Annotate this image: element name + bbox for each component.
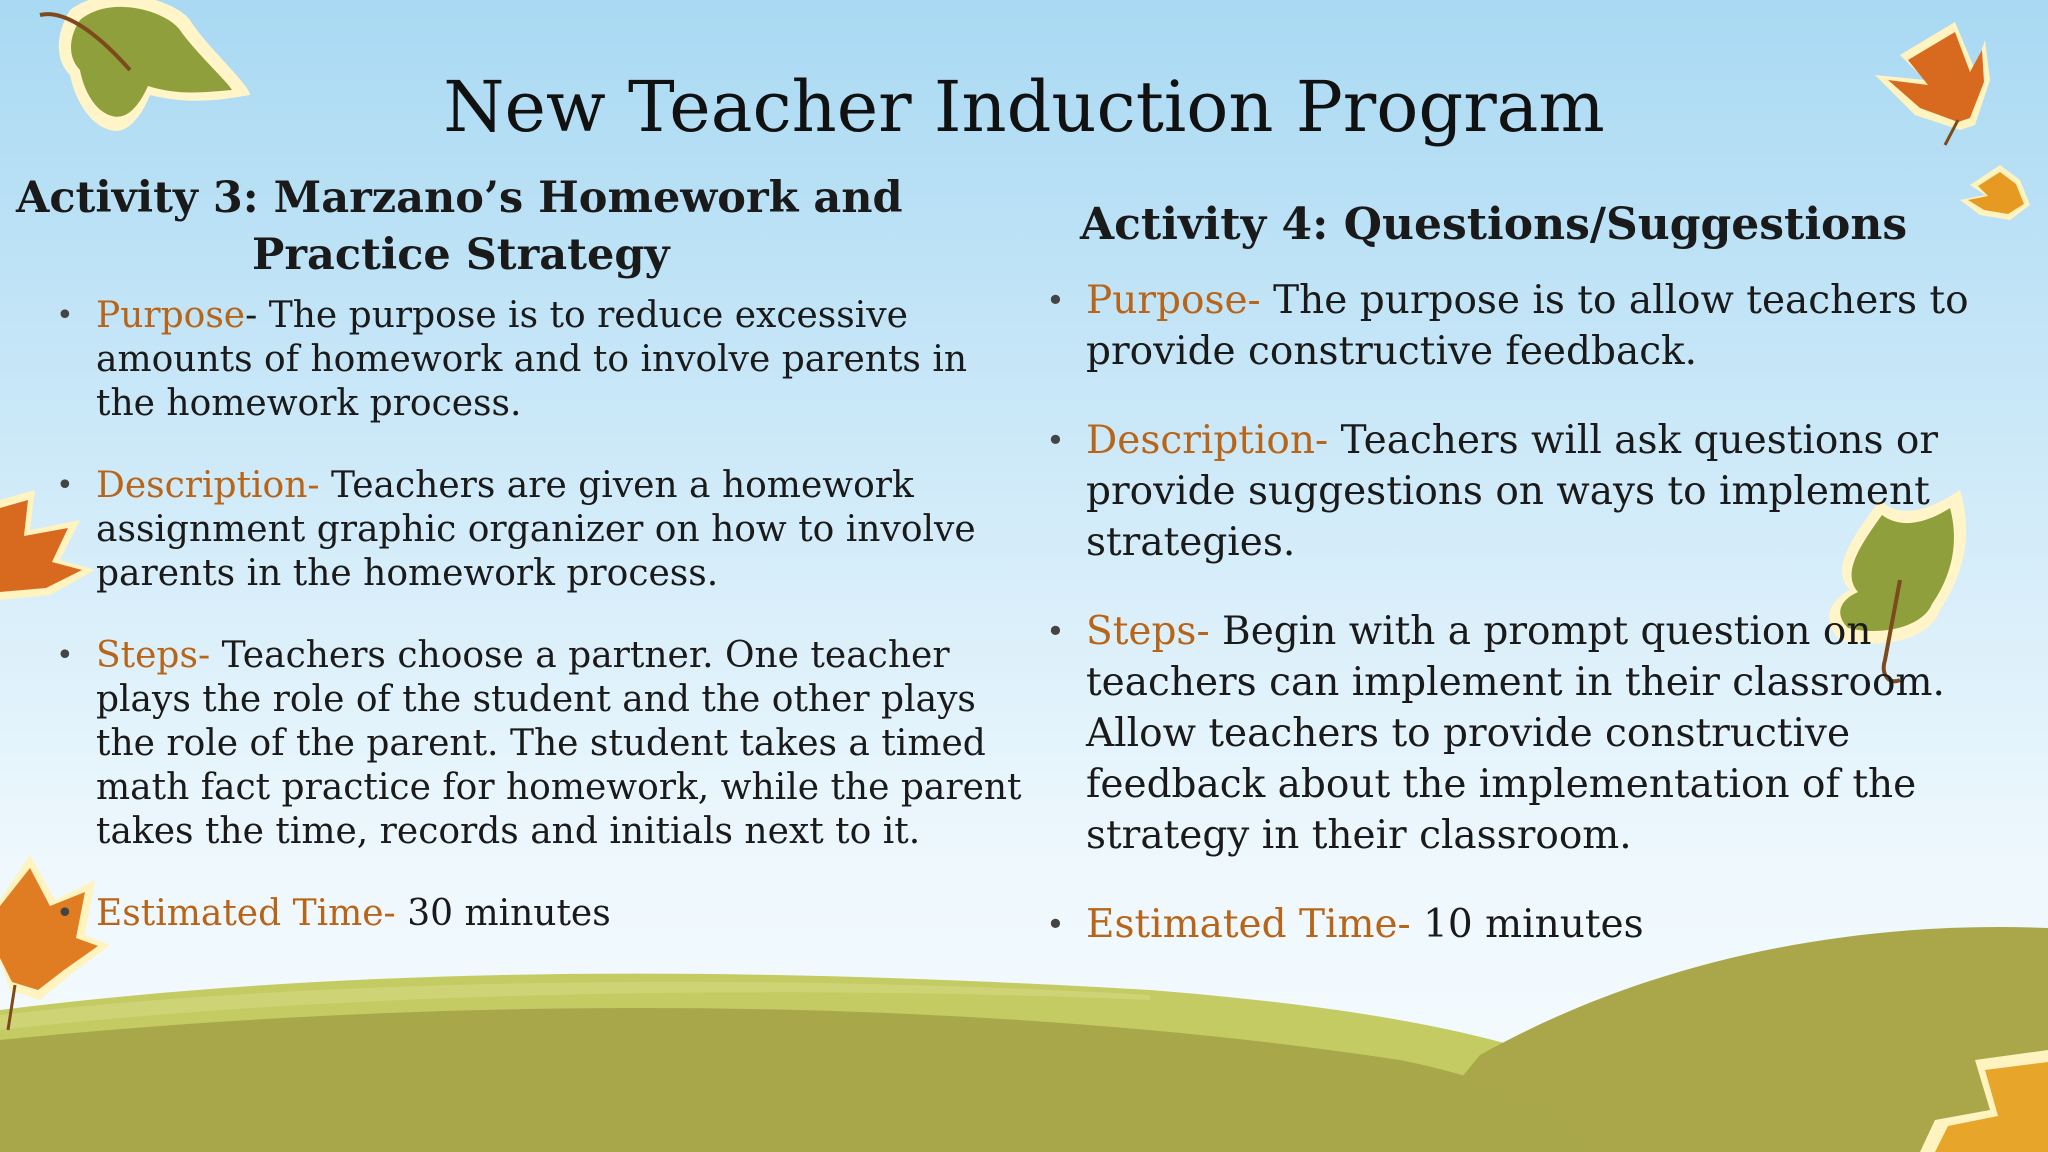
list-item-steps xyxy=(16,634,1026,854)
list-item-purpose: • Purpose- The purpose is to reduce excessive amounts of homework and to involve parents in the homework process. xyxy=(16,294,1026,426)
item-text: 30 minutes xyxy=(407,893,611,934)
list-item-steps xyxy=(1080,606,2010,861)
item-label: Estimated Time- xyxy=(1086,902,1411,947)
item-label: Purpose xyxy=(96,295,246,336)
item-text: 10 minutes xyxy=(1423,902,1644,947)
activity-3-list xyxy=(16,294,1026,936)
item-text: Teachers will ask questions or provide suggestions on ways to implement strategies. xyxy=(1086,418,1938,565)
list-item-description xyxy=(16,464,1026,596)
activity-4-list xyxy=(1080,275,2010,950)
item-text: Teachers choose a partner. One teacher plays the role of the student and the other plays the role of the parent. The student takes a timed math fact practice for homework, while the parent takes the time, records and initials next to it. xyxy=(96,635,1022,852)
list-item-estimated-time xyxy=(1080,899,2010,950)
item-text: Begin with a prompt question on teachers can implement in their classroom. Allow teachers to provide constructive feedback about the implementation of the strategy in their classroom. xyxy=(1086,609,1945,858)
activity-3-heading-line2: Practice Strategy xyxy=(252,230,670,280)
activity-3-section xyxy=(16,170,1026,974)
activity-4-heading: Activity 4: Questions/Suggestions xyxy=(1080,199,1908,250)
item-label: Purpose- xyxy=(1086,278,1261,323)
activity-3-heading-line1: Activity 3: Marzano’s Homework and xyxy=(16,173,903,223)
item-label: Estimated Time- xyxy=(96,893,396,934)
item-label: Steps- xyxy=(1086,609,1210,654)
item-label: Description- xyxy=(1086,418,1329,463)
activity-3-heading xyxy=(16,170,1026,284)
item-text: The purpose is to reduce excessive amounts of homework and to involve parents in the homework process. xyxy=(96,295,968,424)
list-item-estimated-time xyxy=(16,892,1026,936)
item-text: The purpose is to allow teachers to provide constructive feedback. xyxy=(1086,278,1969,374)
item-text: Teachers are given a homework assignment graphic organizer on how to involve parents in the homework process. xyxy=(96,465,976,594)
list-item-purpose xyxy=(1080,275,2010,377)
activity-4-section xyxy=(1080,196,2010,988)
slide-title: New Teacher Induction Program xyxy=(443,66,1605,148)
list-item-description xyxy=(1080,415,2010,568)
item-label: Steps- xyxy=(96,635,211,676)
item-label: Description- xyxy=(96,465,320,506)
